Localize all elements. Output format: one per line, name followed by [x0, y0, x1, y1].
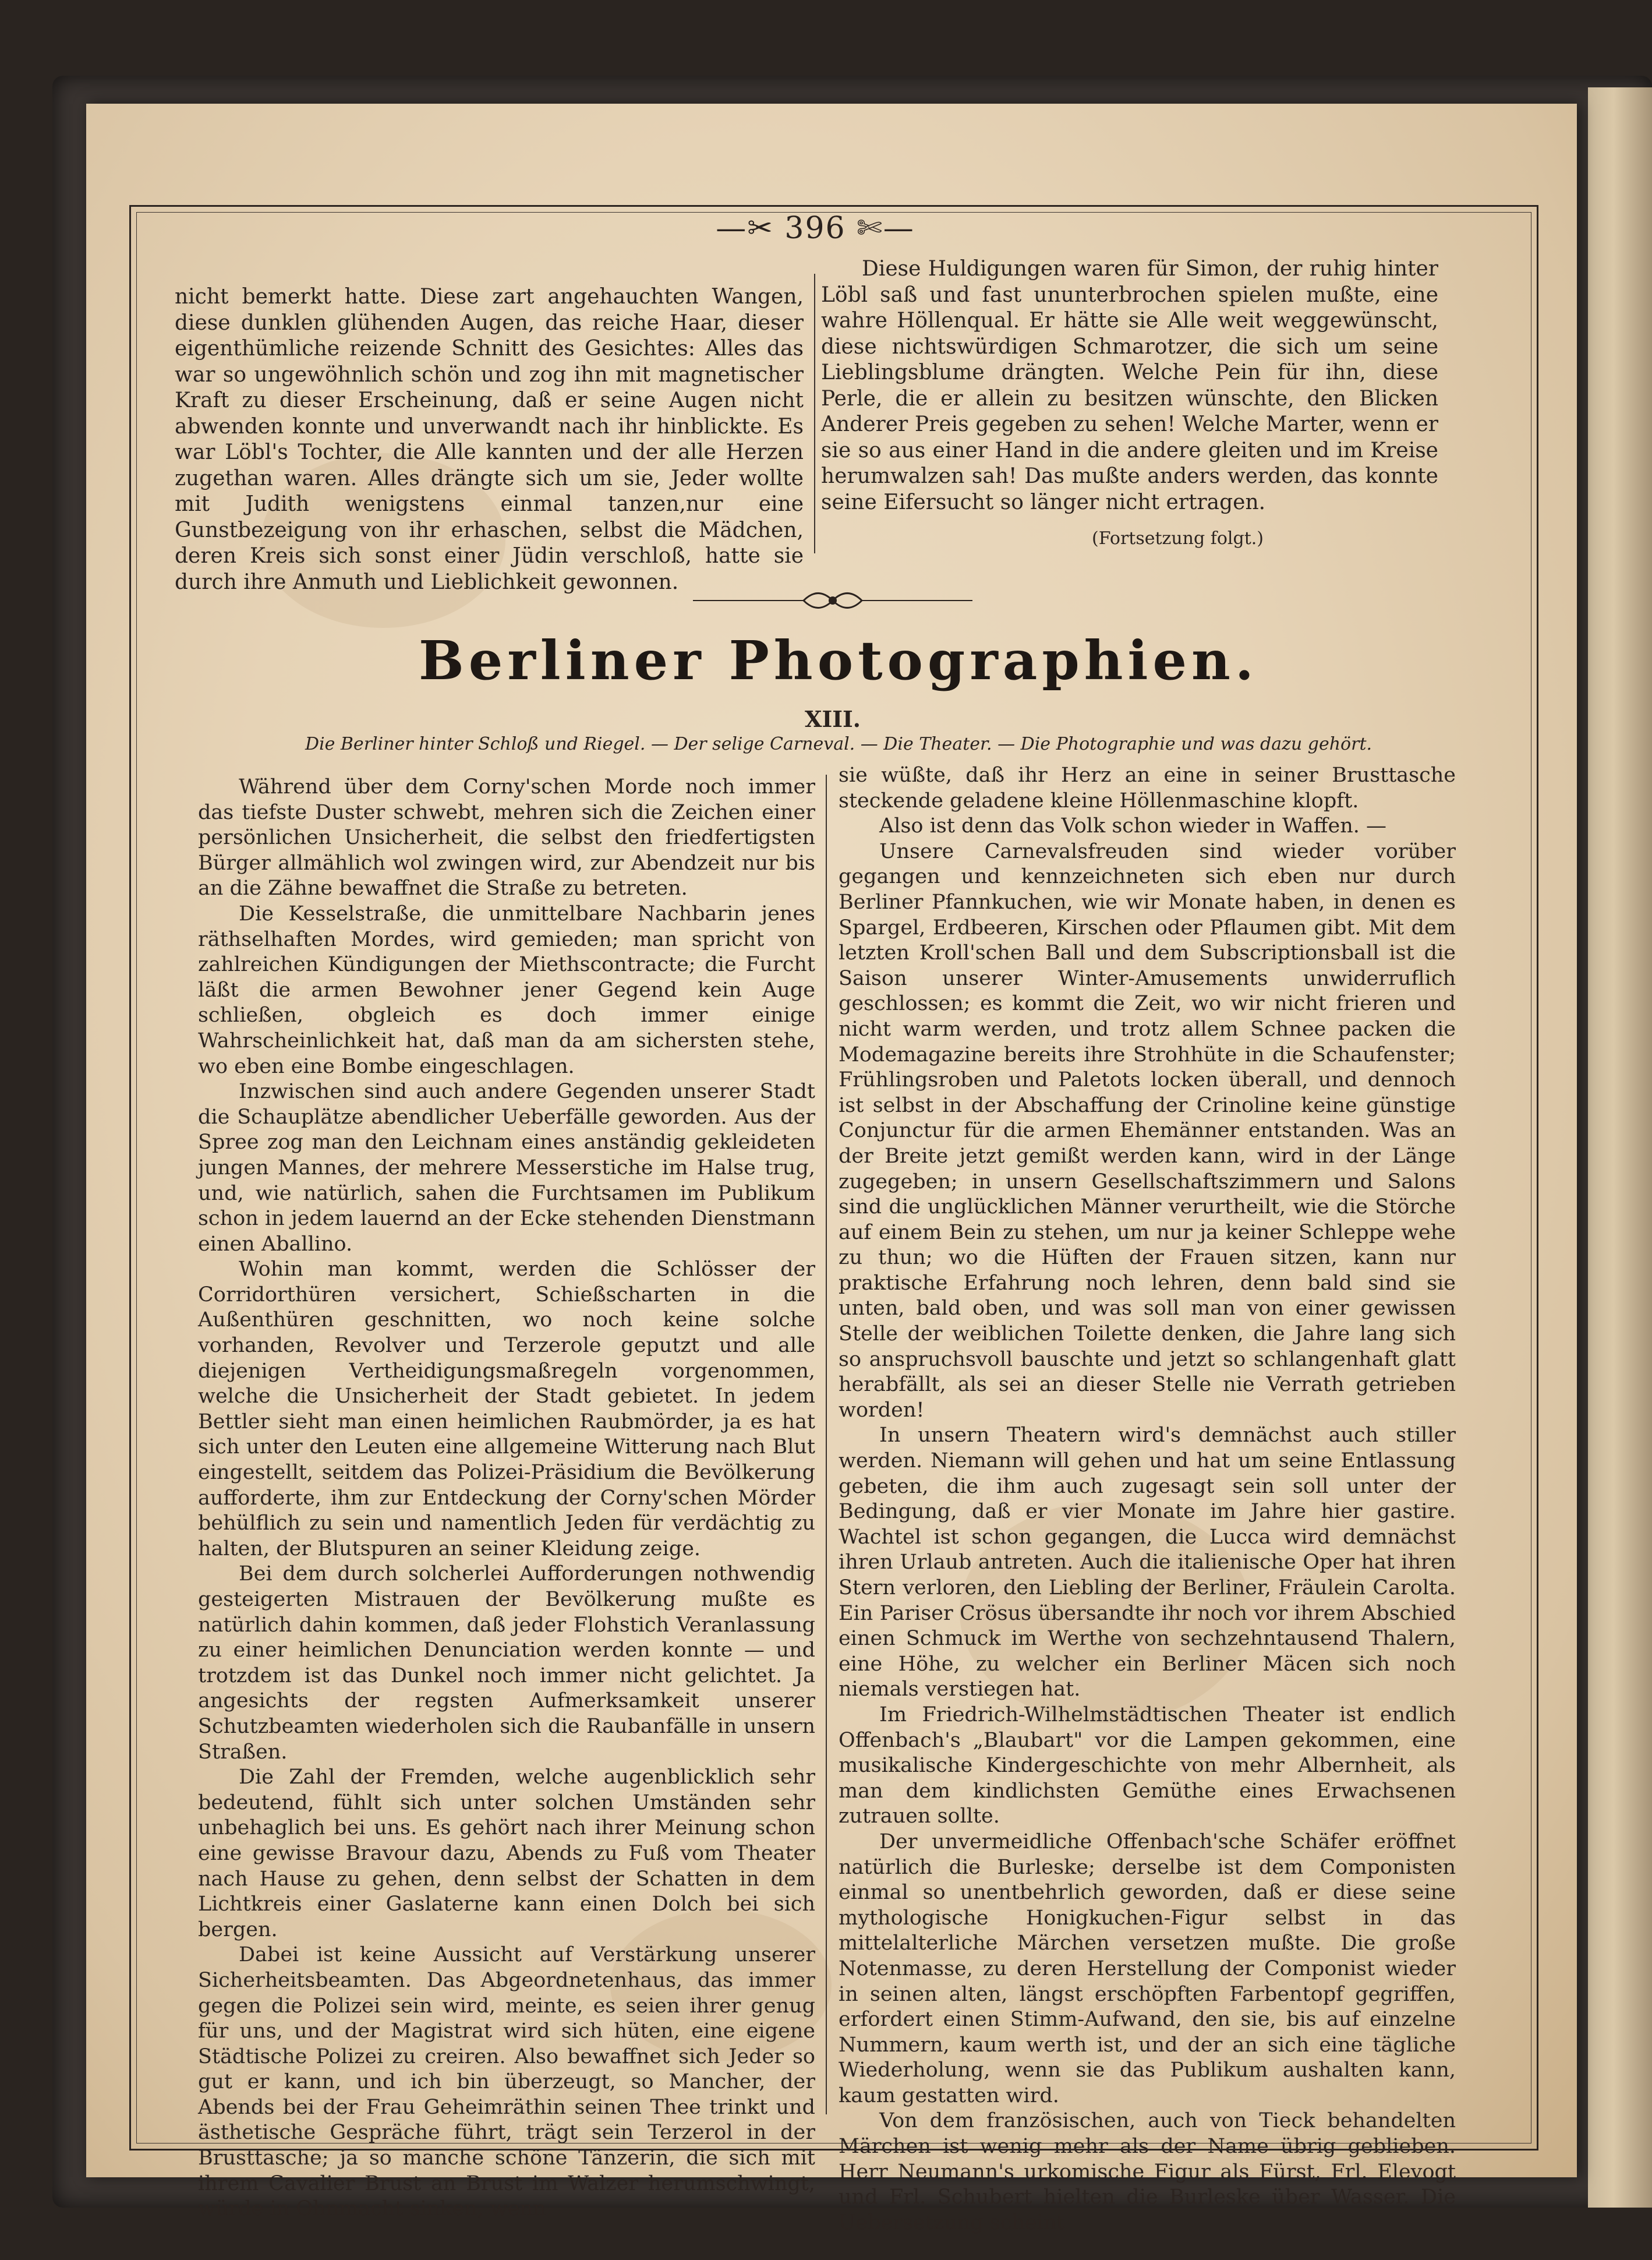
bottom-right-column — [839, 763, 1456, 2236]
article-subtitle: Die Berliner hinter Schloß und Riegel. — Der selige Carneval. — Die Theater. — Die Photographie und was dazu gehört. — [305, 734, 1372, 754]
paragraph: Dabei ist keine Aussicht auf Verstärkung unserer Sicherheitsbeamten. Das Abgeordnetenhaus, das immer gegen die Polizei sein wird, meinte, es seien ihrer genug für uns, und der Magistrat wird sich hüten, eine eigene Städtische Polizei zu creiren. Also bewaffnet sich Jeder so gut er kann, und ich bin überzeugt, so Mancher, der Abends bei der Frau Geheimräthin seinen Thee trinkt und ästhetische Gespräche führt, trägt sein Terzerol in der Brusttasche; ja so manche schöne Tänzerin, die sich mit ihrem Cavalier Brust an Brust im Walzer herumschwingt, würde in Ohnmacht sinken, wenn — [198, 1943, 815, 2221]
article-title: Berliner Photographien. — [419, 629, 1258, 692]
paragraph: Die Zahl der Fremden, welche augenblicklich sehr bedeutend, fühlt sich unter solchen Umständen sehr unbehaglich bei uns. Es gehört nach ihrer Meinung schon eine gewisse Bravour dazu, Abends zu Fuß vom Theater nach Hause zu gehen, denn selbst der Schatten in dem Lichtkreis einer Gaslaterne kann einen Dolch bei sich bergen. — [198, 1765, 815, 1941]
page-number: —✂ 396 ✄— — [716, 211, 915, 246]
bottom-left-column — [198, 775, 815, 2222]
top-column-divider — [814, 274, 815, 553]
paragraph: nicht bemerkt hatte. Diese zart angehauchten Wangen, diese dunklen glühenden Augen, das reiche Haar, dieser eigenthümliche reizende Schnitt des Gesichtes: Alles das war so ungewöhnlich schön und zog ihn mit magnetischer Kraft zu dieser Erscheinung, daß er seine Augen nicht abwenden konnte und unverwandt nach ihr hinblickte. Es war Löbl's Tochter, die Alle kannten und der alle Herzen zugethan waren. Alles drängte sich um sie, Jeder wollte mit Judith wenigstens einmal tanzen,nur eine Gunstbezeigung von ihr erhaschen, selbst die Mädchen, deren Kreis sich sonst einer Jüdin verschloß, hatte sie durch ihre Anmuth und Lieblichkeit gewonnen. — [175, 285, 804, 594]
paragraph: Der unvermeidliche Offenbach'sche Schäfer eröffnet natürlich die Burleske; derselbe ist dem Componisten einmal so unentbehrlich geworden, daß er diese seine mythologische Honigkuchen-Figur selbst in das mittelalterliche Märchen versetzen mußte. Die große Notenmasse, zu deren Herstellung der Componist wieder in seinen alten, längst erschöpften Farbentopf gegriffen, erfordert einen Stimm-Aufwand, den sie, bis auf einzelne Nummern, kaum werth ist, und der an sich eine tägliche Wiederholung, wenn sie das Publikum aushalten kann, kaum gestatten wird. — [839, 1830, 1456, 2107]
paragraph: Die Kesselstraße, die unmittelbare Nachbarin jenes räthselhaften Mordes, wird gemieden; man spricht von zahlreichen Kündigungen der Miethscontracte; die Furcht läßt die armen Bewohner jener Gegend kein Auge schließen, obgleich es doch immer einige Wahrscheinlichkeit hat, daß man da am sichersten stehe, wo eben eine Bombe eingeschlagen. — [198, 902, 815, 1078]
paragraph: Bei dem durch solcherlei Aufforderungen nothwendig gesteigerten Mistrauen der Bevölkerung mußte es natürlich dahin kommen, daß jeder Flohstich Veranlassung zu einer heimlichen Denunciation werden konnte — und trotzdem ist das Dunkel noch immer nicht gelichtet. Ja angesichts der regsten Aufmerksamkeit unserer Schutzbeamten wiederholen sich die Raubanfälle in unsern Straßen. — [198, 1562, 815, 1764]
paragraph: Diese Huldigungen waren für Simon, der ruhig hinter Löbl saß und fast ununterbrochen spielen mußte, eine wahre Höllenqual. Er hätte sie Alle weit weggewünscht, diese nichtswürdigen Schmarotzer, die sich um seine Lieblingsblume drängten. Welche Pein für ihn, diese Perle, die er allein zu besitzen wünschte, den Blicken Anderer Preis gegeben zu sehen! Welche Marter, wenn er sie so aus einer Hand in die andere gleiten und im Kreise herumwalzen sah! Das mußte anders werden, das konnte seine Eifersucht so länger nicht ertragen. — [821, 257, 1438, 514]
paragraph: Unsere Carnevalsfreuden sind wieder vorüber gegangen und kennzeichneten sich eben nur durch Berliner Pfannkuchen, wie wir Monate haben, in denen es Spargel, Erdbeeren, Kirschen oder Pflaumen gibt. Mit dem letzten Kroll'schen Ball und dem Subscriptionsball ist die Saison unserer Winter-Amusements unwiderruflich geschlossen; es kommt die Zeit, wo wir nicht frieren und nicht warm werden, und trotz allem Schnee packen die Modemagazine bereits ihre Strohhüte in die Schaufenster; Frühlingsroben und Paletots locken überall, und dennoch ist selbst in der Abschaffung der Crinoline keine günstige Conjunctur für die armen Ehemänner entstanden. Was an der Breite jetzt gemißt werden kann, wird in der Länge zugegeben; in unsern Gesellschaftszimmern und Salons sind die unglücklichen Männer verurtheilt, wie die Störche auf einem Bein zu stehen, um nur ja keiner Schleppe wehe zu thun; wo die Hüften der Frauen sitzen, kann nur praktische Erfahrung noch lehren, denn bald sind sie unten, bald oben, und was soll man von einer gewissen Stelle der weiblichen Toilette denken, die Jahre lang sich so anspruchsvoll bauschte und jetzt so schlangenhaft glatt herabfällt, als sei an dieser Stelle nie Verrath getrieben worden! — [839, 839, 1456, 1422]
adjacent-page-edge — [1588, 87, 1652, 2208]
paragraph: In unsern Theatern wird's demnächst auch stiller werden. Niemann will gehen und hat um seine Entlassung gebeten, die ihm auch zugesagt sein soll unter der Bedingung, daß er vier Monate im Jahre hier gastire. Wachtel ist schon gegangen, die Lucca wird demnächst ihren Urlaub antreten. Auch die italienische Oper hat ihren Stern verloren, den Liebling der Berliner, Fräulein Carolta. Ein Pariser Crösus übersandte ihr noch vor ihrem Abschied einen Schmuck im Werthe von sechzehntausend Thalern, eine Höhe, zu welcher ein Berliner Mäcen sich noch niemals verstiegen hat. — [839, 1424, 1456, 1701]
top-right-column — [821, 256, 1438, 552]
paragraph: Also ist denn das Volk schon wieder in Waffen. — — [879, 814, 1387, 838]
top-right-paragraphs — [821, 256, 1438, 515]
article-number: XIII. — [804, 706, 861, 732]
paragraph: Während über dem Corny'schen Morde noch immer das tiefste Duster schwebt, mehren sich die Zeichen einer persönlichen Unsicherheit, die selbst den friedfertigsten Bürger allmählich wol zwingen wird, zur Abendzeit nur bis an die Zähne bewaffnet die Straße zu betreten. — [198, 775, 815, 901]
paragraph: Inzwischen sind auch andere Gegenden unserer Stadt die Schauplätze abendlicher Ueberfälle geworden. Aus der Spree zog man den Leichnam eines anständig gekleideten jungen Mannes, der mehrere Messerstiche im Halse trug, und, wie natürlich, sahen die Furchtsamen im Publikum schon in jedem lauernd an der Ecke stehenden Dienstmann einen Aballino. — [198, 1080, 815, 1256]
continuation-note: (Fortsetzung folgt.) — [1092, 528, 1264, 549]
top-left-column — [175, 284, 804, 595]
paragraph: sie wüßte, daß ihr Herz an eine in seiner Brusttasche steckende geladene kleine Höllenmaschine klopft. — [839, 764, 1456, 813]
paragraph: Wohin man kommt, werden die Schlösser der Corridorthüren versichert, Schießscharten in die Außenthüren geschnitten, wo noch keine solche vorhanden, Revolver und Terzerole geputzt und alle diejenigen Vertheidigungsmaßregeln vorgenommen, welche die Unsicherheit der Stadt gebietet. In jedem Bettler sieht man einen heimlichen Raubmörder, ja es hat sich unter den Leuten eine allgemeine Witterung nach Blut eingestellt, seitdem das Polizei-Präsidium die Bevölkerung aufforderte, ihm zur Entdeckung der Corny'schen Mörder behülflich zu sein und namentlich Jeden für verdächtig zu halten, der Blutspuren an seiner Kleidung zeige. — [198, 1258, 815, 1560]
ornament-divider — [687, 586, 978, 615]
paragraph: Von dem französischen, auch von Tieck behandelten Märchen ist wenig mehr als der Name übrig geblieben. Herr Neumann's urkomische Figur als Fürst, Frl. Elevogt und Frl. Schubert hielten die Burleske über Wasser. Die Uebersetzung scheint — [839, 2109, 1456, 2234]
paragraph: Im Friedrich-Wilhelmstädtischen Theater ist endlich Offenbach's „Blaubart" vor die Lampen gekommen, eine musikalische Kindergeschichte von mehr Albernheit, als man dem kindlichsten Gemüthe eines Erwachsenen zutrauen sollte. — [839, 1703, 1456, 1828]
bottom-column-divider — [826, 775, 827, 2114]
